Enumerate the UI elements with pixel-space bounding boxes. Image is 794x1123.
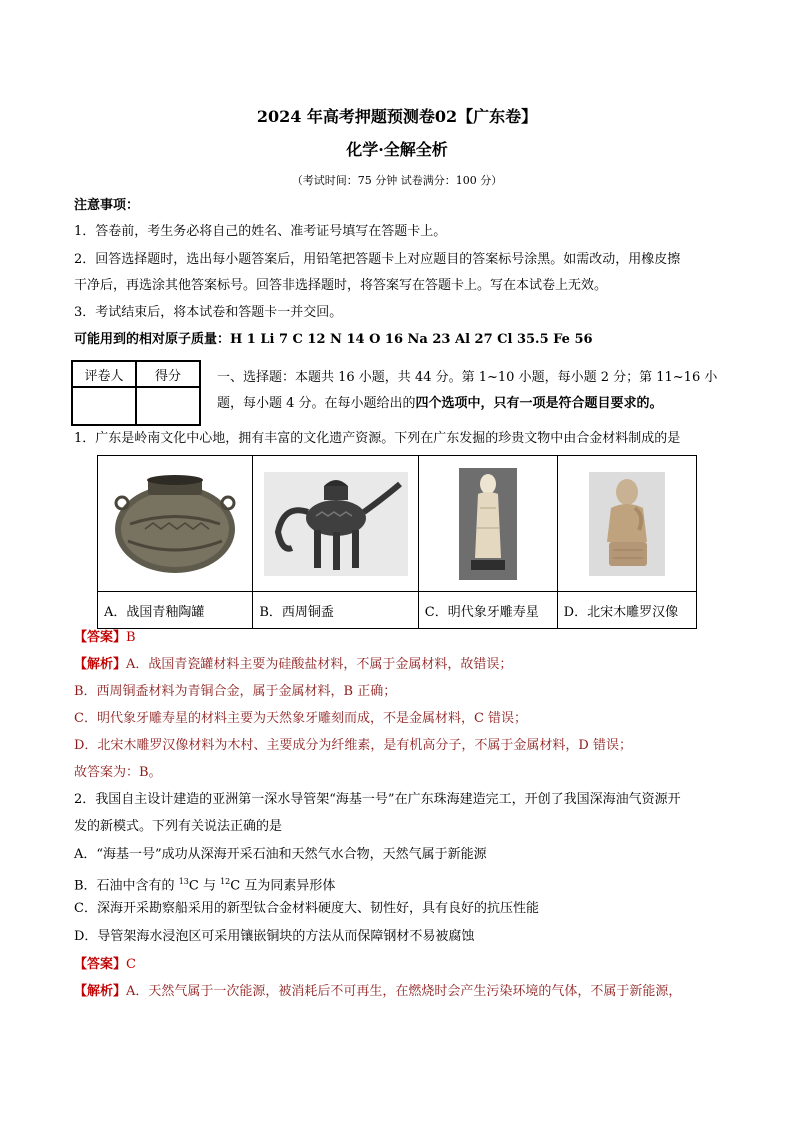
score-table [71, 360, 201, 426]
section-intro-text: 题，每小题 4 分。在每小题给出的 [217, 396, 416, 411]
section-intro-line2 [217, 395, 663, 413]
section-intro-emphasis: 四个选项中，只有一项是符合题目要求的。 [415, 396, 663, 411]
q1-image-cell-b [253, 456, 418, 592]
q2-option-d: D．导管架海水浸泡区可采用镶嵌铜块的方法从而保障钢材不易被腐蚀 [74, 929, 475, 944]
q1-analysis-b: B．西周铜盉材料为青铜合金，属于金属材料，B 正确； [74, 684, 397, 699]
q2-option-c: C．深海开采勘察船采用的新型钛合金材料硬度大、韧性好，具有良好的抗压性能 [74, 901, 539, 916]
notes-item-2b: 干净后，再选涂其他答案标号。回答非选择题时，将答案写在答题卡上。写在本试卷上无效。 [74, 278, 608, 293]
q2-analysis-a-text: A．天然气属于一次能源，被消耗后不可再生，在燃烧时会产生污染环境的气体，不属于新能源， [126, 984, 682, 999]
notes-item-1: 1．答卷前，考生务必将自己的姓名、准考证号填写在答题卡上。 [74, 224, 447, 239]
q2-analysis-label: 【解析】 [74, 984, 127, 999]
q1-answer [74, 629, 136, 647]
q1-answer-value: B [126, 630, 136, 645]
q2-option-b-middle: C 与 [188, 878, 221, 894]
q2-option-b-isotope-13: 13 [178, 877, 189, 886]
q2-option-b [74, 873, 335, 895]
q2-analysis-a [74, 983, 681, 1001]
q1-analysis-d: D．北宋木雕罗汉像材料为木村、主要成分为纤维素，是有机高分子，不属于金属材料，D 错误； [74, 738, 632, 753]
q1-analysis-a-text: A．战国青瓷罐材料主要为硅酸盐材料，不属于金属材料，故错误； [126, 657, 513, 672]
atomic-masses: 可能用到的相对原子质量：H 1 Li 7 C 12 N 14 O 16 Na 23 Al 27 Cl 35.5 Fe 56 [74, 332, 593, 347]
page-subtitle: 化学·全解全析 [346, 140, 448, 159]
q1-option-d: D．北宋木雕罗汉像 [557, 592, 696, 629]
q1-analysis-c: C．明代象牙雕寿星的材料主要为天然象牙雕刻而成，不是金属材料，C 错误； [74, 711, 528, 726]
notes-heading: 注意事项： [74, 198, 140, 213]
page-title: 2024 年高考押题预测卷02【广东卷】 [256, 107, 538, 126]
q1-option-b: B．西周铜盉 [253, 592, 418, 629]
score-table-grader-cell [72, 387, 136, 425]
pottery-jar-image [110, 469, 240, 579]
score-table-grader-header: 评卷人 [72, 361, 136, 387]
score-table-score-cell [136, 387, 200, 425]
bronze-he-vessel-image [264, 472, 408, 576]
notes-item-3: 3．考试结束后，将本试卷和答题卡一并交回。 [74, 305, 343, 320]
q2-option-b-suffix: C 互为同素异形体 [230, 878, 336, 894]
q1-option-c: C．明代象牙雕寿星 [418, 592, 557, 629]
q2-option-a: A．“海基一号”成功从深海开采石油和天然气水合物，天然气属于新能源 [74, 847, 487, 862]
q2-answer-value: C [126, 957, 136, 972]
notes-item-2a: 2．回答选择题时，选出每小题答案后，用铅笔把答题卡上对应题目的答案标号涂黑。如需改动，用橡皮擦 [74, 252, 681, 267]
q1-option-a: A．战国青釉陶罐 [98, 592, 253, 629]
q1-analysis-a [74, 656, 512, 674]
ivory-carving-image [459, 468, 517, 580]
q1-analysis-label: 【解析】 [74, 657, 127, 672]
q2-option-b-isotope-12: 12 [220, 877, 231, 886]
exam-info: （考试时间：75 分钟 试卷满分：100 分） [291, 174, 503, 187]
score-table-score-header: 得分 [136, 361, 200, 387]
q2-option-b-prefix: B．石油中含有的 [74, 878, 179, 894]
wood-carving-image [589, 472, 665, 576]
q2-answer-label: 【答案】 [74, 957, 127, 972]
q1-image-cell-d [557, 456, 696, 592]
q1-answer-label: 【答案】 [74, 630, 127, 645]
q1-image-cell-a [98, 456, 253, 592]
q2-answer [74, 956, 136, 974]
q1-conclusion: 故答案为：B。 [74, 765, 162, 780]
q2-stem-line2: 发的新模式。下列有关说法正确的是 [74, 819, 283, 834]
section-intro-line1: 一、选择题：本题共 16 小题，共 44 分。第 1~10 小题，每小题 2 分；第 11~16 小 [217, 370, 718, 385]
q1-stem: 1．广东是岭南文化中心地，拥有丰富的文化遗产资源。下列在广东发掘的珍贵文物中由合金材料制成的是 [74, 431, 681, 446]
q1-image-cell-c [418, 456, 557, 592]
q1-option-table [97, 455, 697, 629]
q2-stem-line1: 2．我国自主设计建造的亚洲第一深水导管架“海基一号”在广东珠海建造完工，开创了我国深海油气资源开 [74, 792, 681, 807]
